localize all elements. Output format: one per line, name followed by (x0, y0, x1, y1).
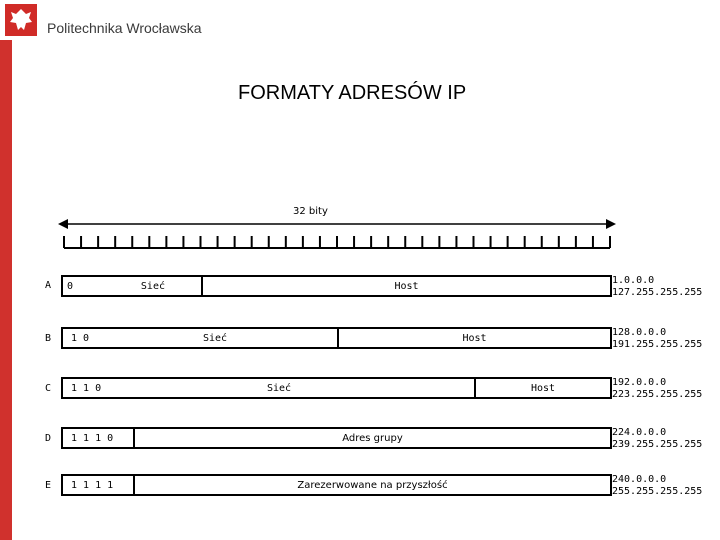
class-b-layout (61, 327, 612, 349)
class-a-network-label: Sieć (140, 280, 165, 292)
class-a-network-field (63, 277, 201, 295)
class-a-host-field (201, 277, 610, 295)
class-b-host-field (337, 329, 610, 347)
class-letter-e: E (45, 480, 52, 491)
class-c-prefix: 1 1 0 (71, 382, 102, 394)
class-letter-c: C (45, 383, 52, 394)
class-c-network-field (63, 379, 474, 397)
class-d-field-label: Adres grupy (342, 432, 403, 444)
ruler-right-arrow (606, 219, 616, 229)
class-a-layout (61, 275, 612, 297)
class-a-range-start: 1.0.0.0 (612, 275, 655, 286)
class-b-range (612, 327, 702, 351)
class-letter-b: B (45, 333, 52, 344)
class-c-layout (61, 377, 612, 399)
class-b-network-label: Sieć (203, 332, 228, 344)
class-b-host-label: Host (462, 332, 487, 344)
ruler-ticks (64, 236, 610, 248)
class-b-range-start: 128.0.0.0 (612, 327, 667, 338)
class-e-field-label: Zarezerwowane na przyszłość (297, 479, 448, 491)
ruler-left-arrow (58, 219, 68, 229)
class-d-range (612, 427, 702, 451)
class-d-range-end: 239.255.255.255 (612, 439, 703, 450)
class-b-range-end: 191.255.255.255 (612, 339, 703, 350)
class-e-layout (61, 474, 612, 496)
class-c-range-start: 192.0.0.0 (612, 377, 667, 388)
class-c-range-end: 223.255.255.255 (612, 389, 703, 400)
class-c-range (612, 377, 702, 401)
class-c-host-field (474, 379, 610, 397)
class-b-prefix: 1 0 (71, 332, 90, 344)
class-a-prefix: 0 (67, 280, 74, 292)
class-d-prefix-field (63, 429, 133, 447)
class-e-prefix-field (63, 476, 133, 494)
class-d-range-start: 224.0.0.0 (612, 427, 667, 438)
class-c-network-label: Sieć (267, 382, 292, 394)
class-e-range-start: 240.0.0.0 (612, 474, 667, 485)
class-c-host-label: Host (530, 382, 556, 394)
slide-title: FORMATY ADRESÓW IP (238, 82, 467, 104)
class-a-range-end: 127.255.255.255 (612, 287, 703, 298)
class-letter-d: D (45, 433, 52, 444)
class-e-range-end: 255.255.255.255 (612, 486, 703, 497)
class-letter-a: A (45, 280, 52, 291)
class-d-layout (61, 427, 612, 449)
class-b-network-field (63, 329, 337, 347)
class-d-prefix: 1 1 1 0 (71, 432, 114, 444)
bits-label: 32 bity (293, 206, 328, 217)
class-e-reserved-field (133, 476, 610, 494)
class-a-host-label: Host (394, 280, 419, 292)
class-e-range (612, 474, 702, 498)
class-a-range (612, 275, 702, 299)
university-name: Politechnika Wrocławska (47, 20, 202, 36)
class-d-group-field (133, 429, 610, 447)
class-e-prefix: 1 1 1 1 (71, 479, 114, 491)
